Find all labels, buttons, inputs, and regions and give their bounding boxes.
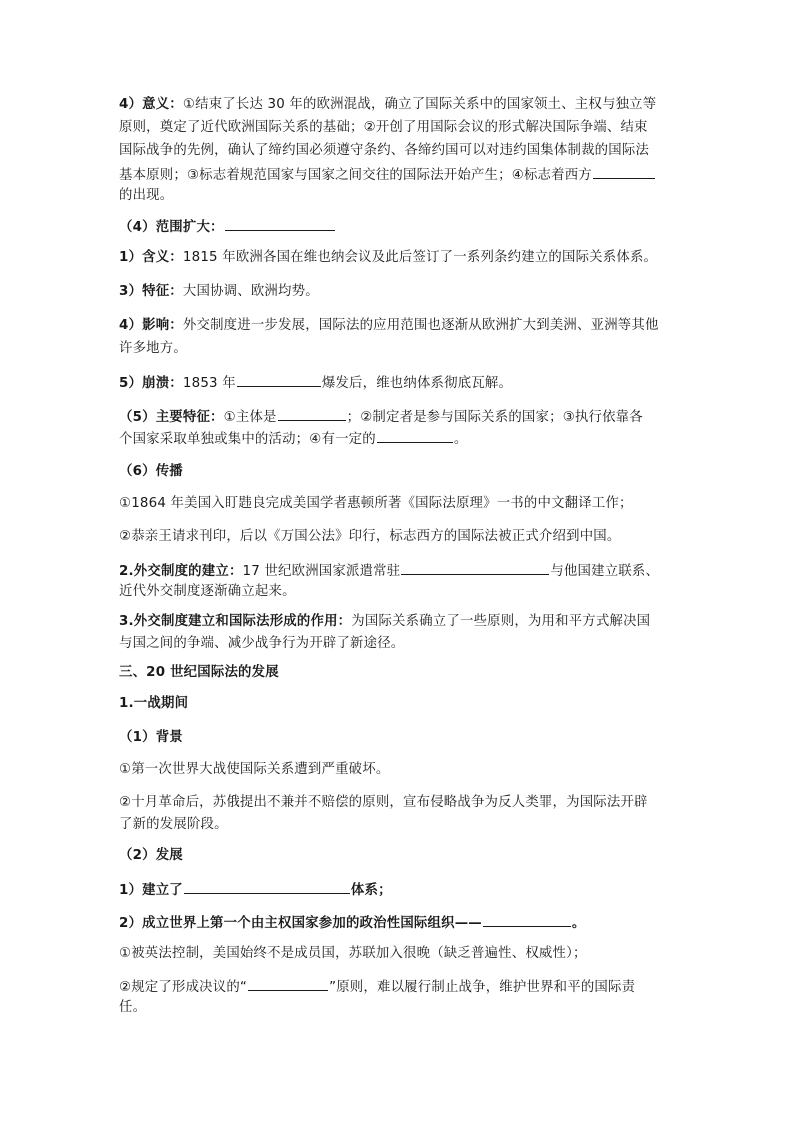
fill-blank[interactable] [278, 406, 346, 421]
development-2-item-2-line-1: ②规定了形成决议的“ ”原则，难以履行制止战争，维护世界和平的国际责 [119, 976, 679, 998]
fill-blank[interactable] [184, 879, 350, 894]
scope-impact-line-2: 许多地方。 [119, 341, 187, 356]
scope-impact-line-1: 4）影响：外交制度进一步发展，国际法的应用范围也逐渐从欧洲扩大到美洲、亚洲等其他 [119, 318, 659, 333]
fill-blank[interactable] [593, 164, 655, 179]
significance-line-4: 基本原则；③标志着规范国家与国家之间交往的国际法开始产生；④标志着西方 [119, 164, 679, 186]
fill-blank[interactable] [225, 216, 335, 231]
development-1: 1）建立了 体系； [119, 879, 679, 901]
section-3-title: 三、20 世纪国际法的发展 [119, 665, 279, 680]
significance-line-1: 4）意义：①结束了长达 30 年的欧洲混战，确立了国际关系中的国家领土、主权与独立等 [119, 97, 657, 112]
spread-item-2: ②恭亲王请求刊印，后以《万国公法》印行，标志西方的国际法被正式介绍到中国。 [119, 529, 621, 544]
significance-line-2: 原则，奠定了近代欧洲国际关系的基础；②开创了用国际会议的形式解决国际争端、结束 [119, 120, 648, 135]
significance-line-3: 国际战争的先例，确认了缔约国必须遵守条约、各缔约国可以对违约国集体制裁的国际法 [119, 143, 650, 158]
scope-feature: 3）特征：大国协调、欧洲均势。 [119, 284, 319, 299]
scope-meaning: 1）含义：1815 年欧洲各国在维也纳会议及此后签订了一系列条约建立的国际关系体系。 [119, 250, 658, 265]
background-item-2-line-1: ②十月革命后，苏俄提出不兼并不赔偿的原则，宣布侵略战争为反人类罪，为国际法开辟 [119, 795, 648, 810]
background-heading: （1）背景 [119, 730, 183, 745]
fill-blank[interactable] [237, 372, 321, 387]
significance-line-5: 的出现。 [119, 188, 174, 203]
fill-blank[interactable] [377, 428, 453, 443]
role-line-2: 与国之间的争端、减少战争行为开辟了新途径。 [119, 636, 405, 651]
role-line-1: 3.外交制度建立和国际法形成的作用：为国际关系确立了一些原则，为用和平方式解决国 [119, 614, 651, 629]
development-heading: （2）发展 [119, 848, 183, 863]
background-item-2-line-2: 了新的发展阶段。 [119, 817, 228, 832]
diplomacy-line-1: 2.外交制度的建立：17 世纪欧洲国家派遣常驻 与他国建立联系、 [119, 560, 679, 582]
fill-blank[interactable] [483, 912, 571, 927]
fill-blank[interactable] [401, 560, 549, 575]
fill-blank[interactable] [248, 976, 328, 991]
background-item-1: ①第一次世界大战使国际关系遭到严重破坏。 [119, 762, 390, 777]
features-line-2: 个国家采取单独或集中的活动；④有一定的 。 [119, 428, 679, 450]
features-line-1: （5）主要特征：①主体是 ；②制定者是参与国际关系的国家；③执行依靠各 [119, 406, 679, 428]
development-2-item-2-line-2: 任。 [119, 1000, 147, 1015]
spread-heading: （6）传播 [119, 464, 183, 479]
scope-heading: （4）范围扩大： [119, 216, 679, 238]
ww1-heading: 1.一战期间 [119, 696, 189, 711]
diplomacy-line-2: 近代外交制度逐渐确立起来。 [119, 584, 296, 599]
scope-collapse: 5）崩溃：1853 年 爆发后，维也纳体系彻底瓦解。 [119, 372, 679, 394]
significance-label: 4）意义： [119, 97, 183, 112]
development-2: 2）成立世界上第一个由主权国家参加的政治性国际组织—— 。 [119, 912, 679, 934]
development-2-item-1: ①被英法控制，美国始终不是成员国，苏联加入很晚（缺乏普遍性、权威性）； [119, 946, 587, 961]
spread-item-1: ①1864 年美国入盯韪良完成美国学者惠顿所著《国际法原理》一书的中文翻译工作； [119, 496, 633, 511]
